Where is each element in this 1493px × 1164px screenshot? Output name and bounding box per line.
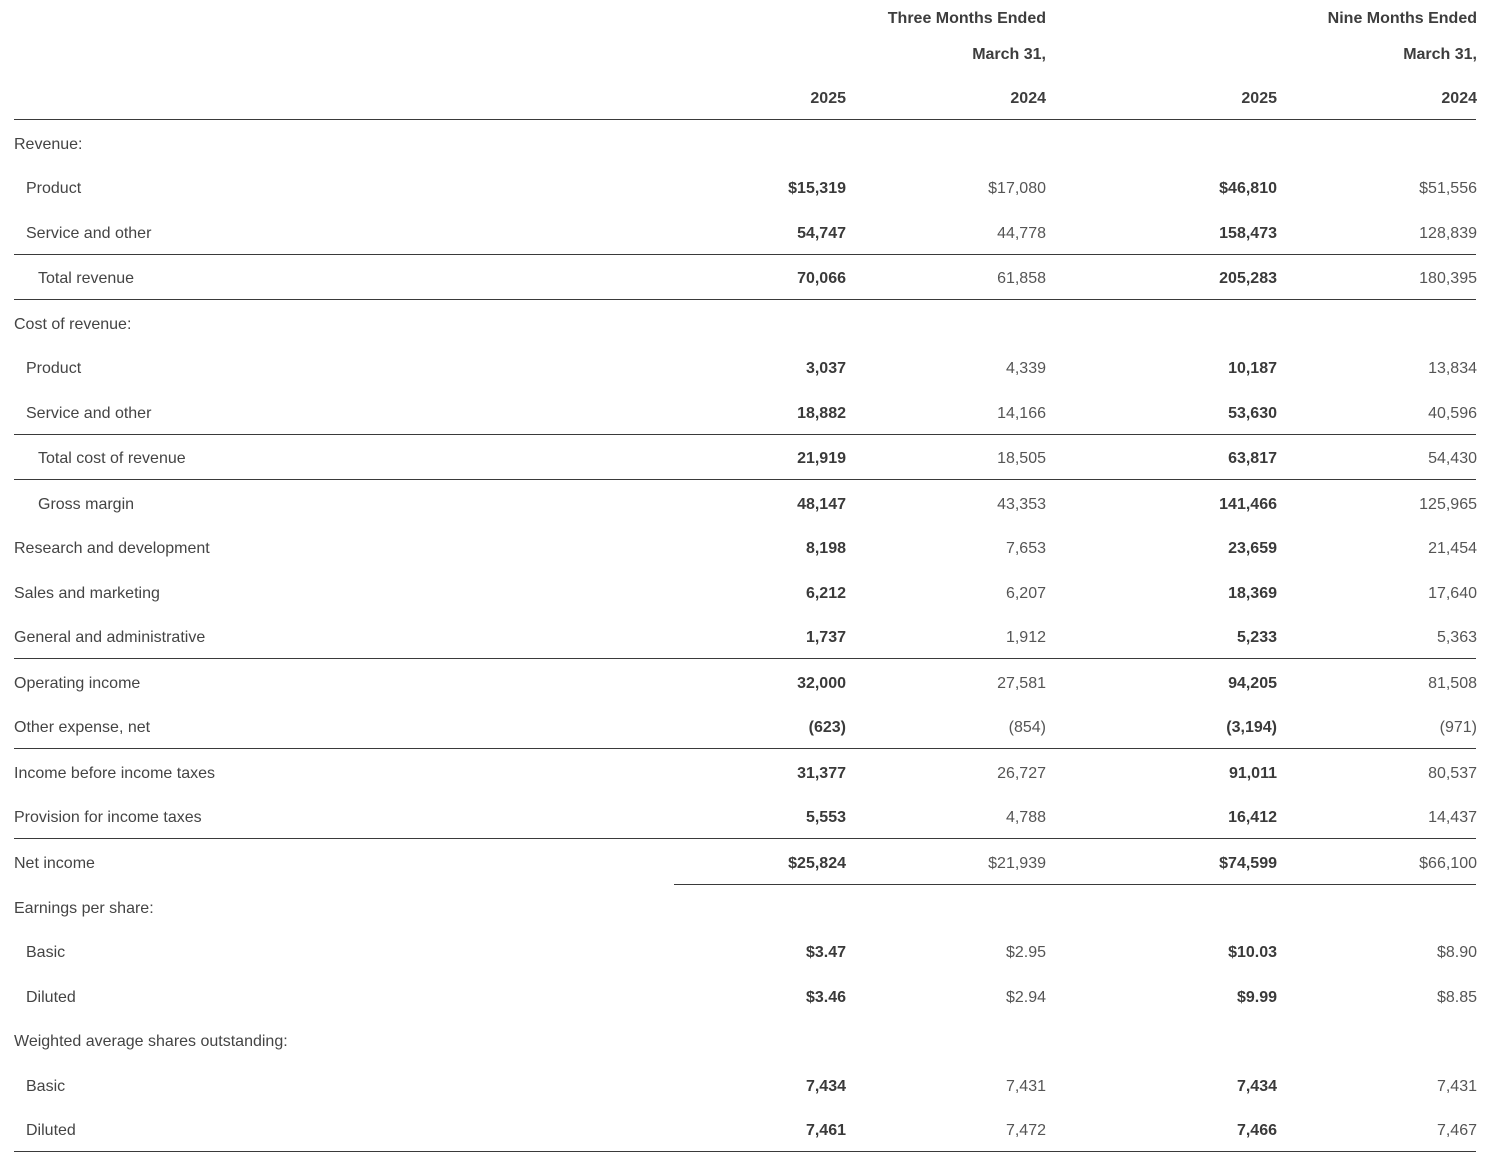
value-nine-2024: $51,556 (1419, 180, 1477, 197)
value-nine-2024: 7,467 (1436, 1122, 1477, 1139)
row-label: Total revenue (38, 270, 135, 287)
row-income-before-taxes (0, 752, 1493, 796)
row-revenue-service (0, 212, 1493, 256)
value-three-2024: 4,339 (1005, 360, 1046, 377)
row-provision-taxes (0, 796, 1493, 840)
value-three-2024: 44,778 (997, 225, 1046, 242)
value-three-2024: 7,472 (1005, 1122, 1046, 1139)
value-three-2025: (623) (808, 719, 846, 736)
value-three-2025: 6,212 (805, 585, 846, 602)
row-shares-basic (0, 1065, 1493, 1109)
row-label: Product (26, 360, 82, 377)
bottom-rule (14, 1151, 1476, 1152)
value-three-2024: 6,207 (1005, 585, 1046, 602)
value-three-2025: 7,461 (805, 1122, 846, 1139)
three-months-date-header: March 31, (972, 46, 1046, 63)
row-revenue-heading (0, 123, 1493, 167)
value-nine-2025: 7,434 (1236, 1078, 1277, 1095)
value-three-2025: 8,198 (805, 540, 846, 557)
value-nine-2024: 21,454 (1428, 540, 1477, 557)
row-gross-margin (0, 483, 1493, 527)
row-label: Other expense, net (14, 719, 151, 736)
value-three-2025: 48,147 (797, 496, 846, 513)
year-header-2024-three: 2024 (1010, 90, 1046, 107)
row-operating-income (0, 662, 1493, 706)
divider-rule (14, 434, 1476, 435)
row-other-expense (0, 706, 1493, 750)
divider-rule (14, 299, 1476, 300)
value-nine-2024: $8.90 (1436, 944, 1477, 961)
value-three-2024: 27,581 (997, 675, 1046, 692)
value-nine-2024: 180,395 (1419, 270, 1477, 287)
row-label: Basic (26, 944, 66, 961)
value-three-2025: $3.46 (805, 989, 846, 1006)
value-three-2024: 43,353 (997, 496, 1046, 513)
value-three-2025: 31,377 (797, 765, 846, 782)
row-eps-diluted (0, 976, 1493, 1020)
value-three-2025: $25,824 (788, 855, 846, 872)
value-nine-2025: 7,466 (1236, 1122, 1277, 1139)
value-nine-2025: 18,369 (1228, 585, 1277, 602)
value-three-2025: 5,553 (805, 809, 846, 826)
value-three-2024: 7,431 (1005, 1078, 1046, 1095)
value-three-2025: 7,434 (805, 1078, 846, 1095)
value-nine-2024: 40,596 (1428, 405, 1477, 422)
value-three-2024: 61,858 (997, 270, 1046, 287)
value-nine-2025: (3,194) (1226, 719, 1277, 736)
value-nine-2024: 54,430 (1428, 450, 1477, 467)
value-three-2024: (854) (1008, 719, 1046, 736)
value-three-2025: 70,066 (797, 270, 846, 287)
value-nine-2024: 14,437 (1428, 809, 1477, 826)
net-income-rule (674, 884, 1476, 885)
row-label: Gross margin (38, 496, 135, 513)
year-header-2024-nine: 2024 (1441, 90, 1477, 107)
divider-rule (14, 479, 1476, 480)
value-three-2025: 54,747 (797, 225, 846, 242)
row-shares-diluted (0, 1109, 1493, 1153)
value-three-2025: 18,882 (797, 405, 846, 422)
value-nine-2025: 205,283 (1219, 270, 1277, 287)
divider-rule (14, 658, 1476, 659)
value-nine-2025: 10,187 (1228, 360, 1277, 377)
row-label: Diluted (26, 989, 76, 1006)
row-total-cost (0, 437, 1493, 481)
value-nine-2025: 158,473 (1219, 225, 1277, 242)
row-label: Revenue: (14, 136, 83, 153)
value-nine-2025: $46,810 (1219, 180, 1277, 197)
value-nine-2024: 80,537 (1428, 765, 1477, 782)
row-label: Sales and marketing (14, 585, 160, 602)
value-nine-2025: $9.99 (1236, 989, 1277, 1006)
row-revenue-product (0, 167, 1493, 211)
value-nine-2025: $10.03 (1228, 944, 1277, 961)
value-three-2024: $17,080 (988, 180, 1046, 197)
row-label: Operating income (14, 675, 141, 692)
row-label: Basic (26, 1078, 66, 1095)
three-months-ended-header: Three Months Ended (887, 10, 1046, 27)
value-nine-2024: 5,363 (1436, 629, 1477, 646)
nine-months-ended-header: Nine Months Ended (1327, 10, 1477, 27)
value-nine-2025: $74,599 (1219, 855, 1277, 872)
value-three-2024: $2.95 (1005, 944, 1046, 961)
value-nine-2024: 128,839 (1419, 225, 1477, 242)
value-three-2024: 14,166 (997, 405, 1046, 422)
row-research-development (0, 527, 1493, 571)
row-shares-heading (0, 1020, 1493, 1064)
value-three-2024: 4,788 (1005, 809, 1046, 826)
row-label: Product (26, 180, 82, 197)
value-three-2025: 21,919 (797, 450, 846, 467)
value-nine-2025: 94,205 (1228, 675, 1277, 692)
value-nine-2025: 63,817 (1228, 450, 1277, 467)
value-nine-2025: 5,233 (1236, 629, 1277, 646)
row-total-revenue (0, 257, 1493, 301)
value-nine-2025: 23,659 (1228, 540, 1277, 557)
row-label: Provision for income taxes (14, 809, 202, 826)
value-three-2024: $21,939 (988, 855, 1046, 872)
row-eps-heading (0, 887, 1493, 931)
value-nine-2024: $66,100 (1419, 855, 1477, 872)
value-three-2025: $3.47 (805, 944, 846, 961)
value-nine-2024: $8.85 (1436, 989, 1477, 1006)
row-label: Earnings per share: (14, 900, 154, 917)
value-three-2024: 26,727 (997, 765, 1046, 782)
row-label: Service and other (26, 405, 152, 422)
row-label: Cost of revenue: (14, 316, 132, 333)
value-three-2025: 3,037 (805, 360, 846, 377)
row-label: Service and other (26, 225, 152, 242)
row-sales-marketing (0, 572, 1493, 616)
row-label: Net income (14, 855, 95, 872)
divider-rule (14, 748, 1476, 749)
value-three-2025: $15,319 (788, 180, 846, 197)
row-label: General and administrative (14, 629, 206, 646)
row-label: Income before income taxes (14, 765, 215, 782)
value-nine-2024: 7,431 (1436, 1078, 1477, 1095)
value-three-2025: 1,737 (805, 629, 846, 646)
divider-rule (14, 254, 1476, 255)
header-rule (14, 119, 1476, 120)
value-nine-2025: 53,630 (1228, 405, 1277, 422)
row-label: Diluted (26, 1122, 76, 1139)
row-label: Total cost of revenue (38, 450, 186, 467)
value-nine-2025: 141,466 (1219, 496, 1277, 513)
value-nine-2025: 91,011 (1228, 765, 1277, 782)
year-header-2025-nine: 2025 (1241, 90, 1277, 107)
nine-months-date-header: March 31, (1403, 46, 1477, 63)
value-nine-2024: 125,965 (1419, 496, 1477, 513)
value-three-2024: 1,912 (1005, 629, 1046, 646)
row-cost-service (0, 392, 1493, 436)
value-nine-2025: 16,412 (1228, 809, 1277, 826)
value-three-2025: 32,000 (797, 675, 846, 692)
value-nine-2024: 13,834 (1428, 360, 1477, 377)
value-nine-2024: 81,508 (1428, 675, 1477, 692)
year-header-2025-three: 2025 (810, 90, 846, 107)
value-three-2024: 18,505 (997, 450, 1046, 467)
value-nine-2024: (971) (1439, 719, 1477, 736)
row-net-income (0, 842, 1493, 886)
value-three-2024: 7,653 (1005, 540, 1046, 557)
row-eps-basic (0, 931, 1493, 975)
row-label: Weighted average shares outstanding: (14, 1033, 288, 1050)
value-nine-2024: 17,640 (1428, 585, 1477, 602)
divider-rule (14, 838, 1476, 839)
row-label: Research and development (14, 540, 210, 557)
row-general-administrative (0, 616, 1493, 660)
row-cost-product (0, 347, 1493, 391)
row-cost-heading (0, 303, 1493, 347)
value-three-2024: $2.94 (1005, 989, 1046, 1006)
